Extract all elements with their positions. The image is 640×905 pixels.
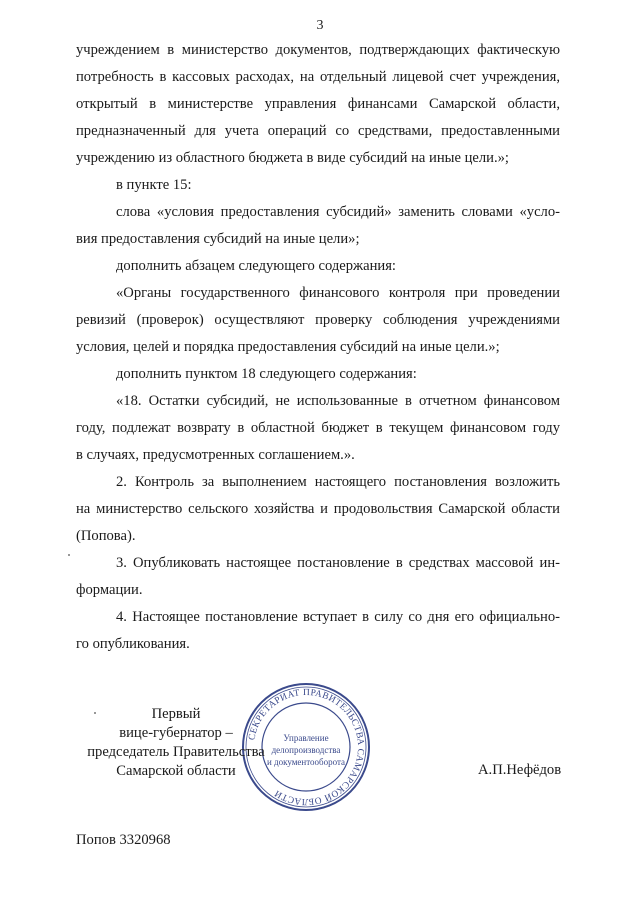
text-line: слова «условия предоставления субсидий» заменить словами «усло- (116, 204, 560, 220)
text-line: 2. Контроль за выполнением настоящего постановления возложить (116, 474, 560, 490)
signatory-title-line: председатель Правительства (87, 744, 265, 760)
signatory-name: А.П.Нефёдов (478, 762, 562, 778)
signatory-title-line: Самарской области (116, 763, 236, 779)
text-line: учреждению из областного бюджета в виде субсидий на иные цели.»; (76, 150, 509, 166)
text-line: году, подлежат возврату в областной бюджет в текущем финансовом году (76, 420, 560, 436)
text-line: потребность в кассовых расходах, на отдельный лицевой счет учреждения, (76, 69, 560, 85)
signatory-title (86, 705, 266, 781)
text-line: открытый в министерстве управления финансами Самарской области, (76, 96, 560, 112)
executor-note: Попов 3320968 (76, 832, 171, 848)
text-line: вия предоставления субсидий на иные цели»; (76, 231, 360, 247)
signatory-title-line: вице-губернатор – (119, 725, 233, 741)
text-line: в пункте 15: (116, 177, 192, 193)
text-line: дополнить пунктом 18 следующего содержания: (116, 366, 417, 382)
text-line: «Органы государственного финансового контроля при проведении (116, 285, 560, 301)
text-line: на министерство сельского хозяйства и продовольствия Самарской области (76, 501, 560, 517)
seal-center-text: Управление (283, 733, 329, 743)
page-number: 3 (316, 18, 324, 33)
text-line: ревизий (проверок) осуществляют проверку соблюдения учреждениями (76, 312, 560, 328)
text-line: 4. Настоящее постановление вступает в силу со дня его официально- (116, 609, 560, 625)
text-line: предназначенный для учета операций со средствами, предоставленными (76, 123, 560, 139)
seal-center-text: делопроизводства (271, 745, 341, 755)
text-line: условия, целей и порядка предоставления субсидий на иные цели.»; (76, 339, 500, 355)
text-line: 3. Опубликовать настоящее постановление в средствах массовой ин- (116, 555, 560, 571)
text-line: «18. Остатки субсидий, не использованные в отчетном финансовом (116, 393, 560, 409)
text-line: (Попова). (76, 528, 136, 544)
scan-speck (94, 712, 96, 714)
text-line: го опубликования. (76, 636, 190, 652)
text-line: в случаях, предусмотренных соглашением.». (76, 447, 355, 463)
text-line: формации. (76, 582, 143, 598)
seal-ring-text: СЕКРЕТАРИАТ ПРАВИТЕЛЬСТВА САМАРСКОЙ ОБЛАСТИ (247, 687, 366, 807)
seal-center-text: и документооборота (266, 757, 346, 767)
scan-speck (68, 554, 70, 556)
text-line: учреждением в министерство документов, подтверждающих фактическую (76, 42, 560, 58)
signatory-title-line: Первый (151, 706, 201, 722)
text-line: дополнить абзацем следующего содержания: (116, 258, 396, 274)
